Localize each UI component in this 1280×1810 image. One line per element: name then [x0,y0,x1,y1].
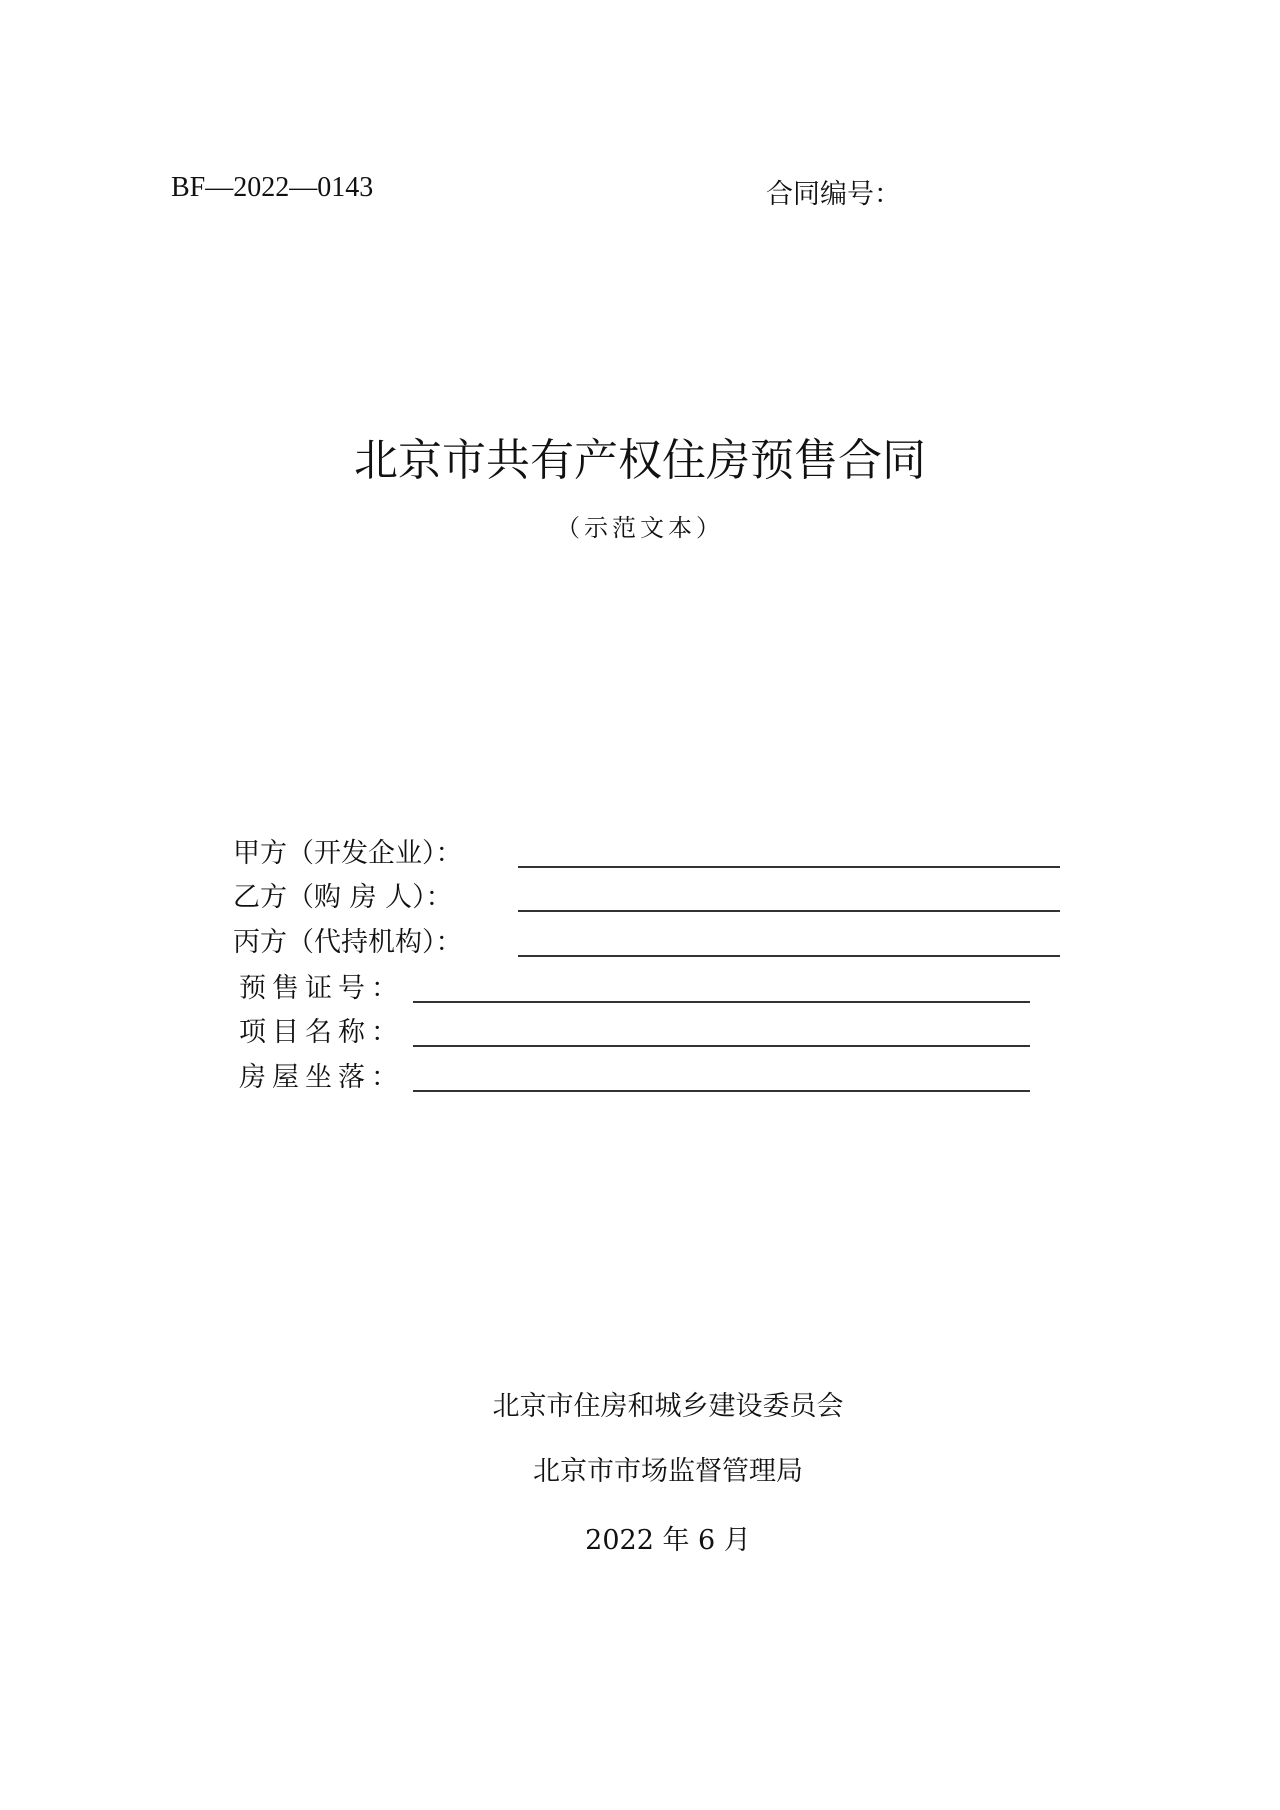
fill-in-line[interactable] [413,1045,1030,1047]
contract-number-label: 合同编号： [766,179,901,210]
document-code: BF—2022—0143 [171,172,374,203]
fill-in-line[interactable] [518,866,1060,868]
field-presale-permit [239,965,404,1005]
field-label: 项目名称： [239,1017,404,1048]
fill-in-line[interactable] [413,1001,1030,1003]
field-label: 乙方（购 房 人）： [233,882,453,913]
issue-date: 2022 年 6 月 [585,1525,751,1556]
field-party-c [233,919,463,959]
field-party-a [233,830,463,870]
field-property-location [239,1054,404,1094]
field-label: 丙方（代持机构）： [233,927,463,958]
field-label: 甲方（开发企业）： [233,838,463,869]
field-label: 房屋坐落： [239,1062,404,1093]
document-subtitle: （示范文本） [556,514,724,542]
field-party-b [233,874,453,914]
fill-in-line[interactable] [518,955,1060,957]
issuer-market-supervision: 北京市市场监督管理局 [533,1456,803,1487]
issuer-housing-commission: 北京市住房和城乡建设委员会 [492,1391,844,1422]
field-project-name [239,1009,404,1049]
field-label: 预售证号： [239,973,404,1004]
document-title: 北京市共有产权住房预售合同 [354,435,926,486]
fill-in-line[interactable] [413,1090,1030,1092]
fill-in-line[interactable] [518,910,1060,912]
